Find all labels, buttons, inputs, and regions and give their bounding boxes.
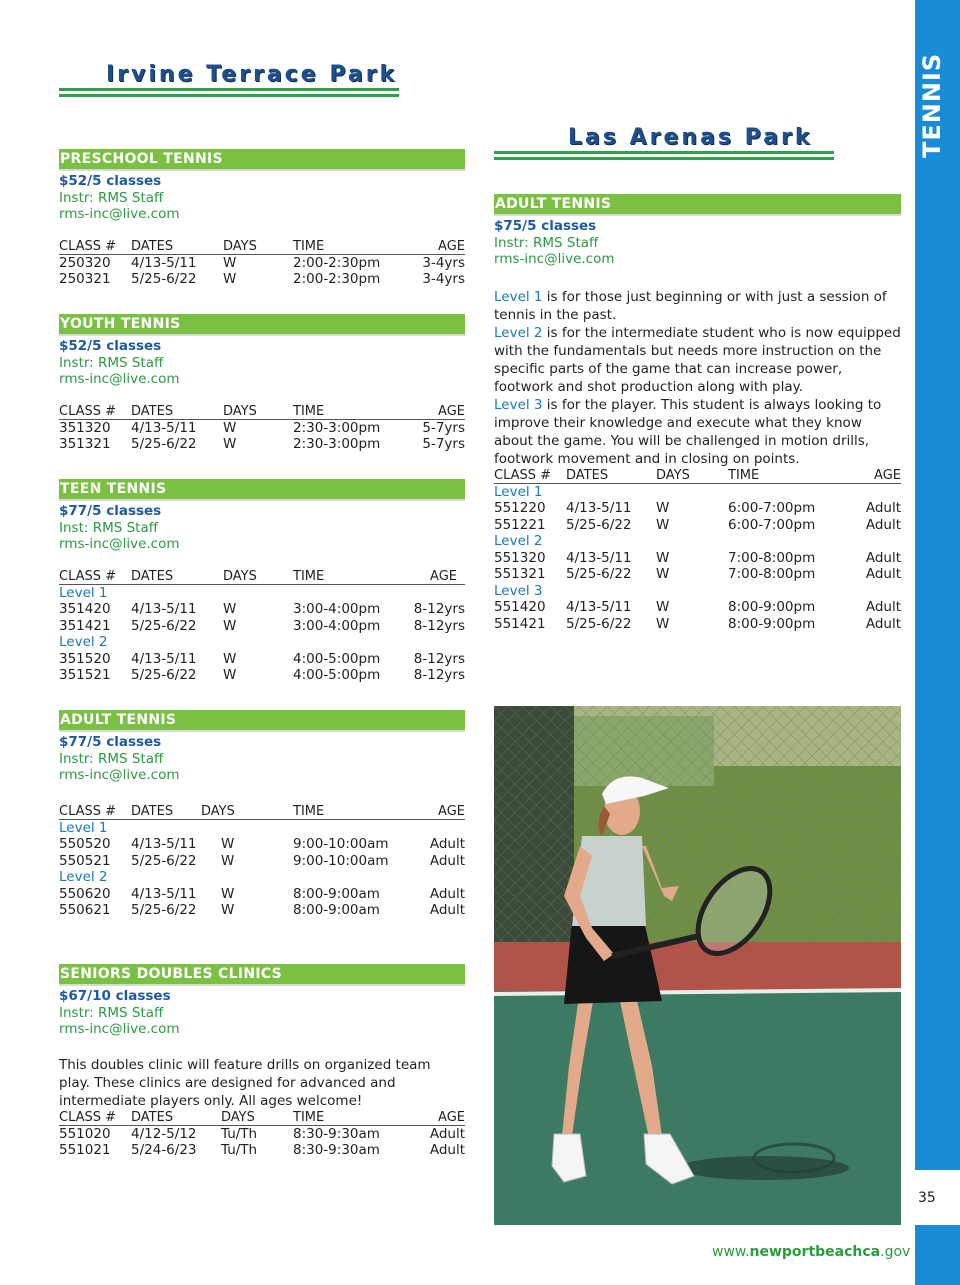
park-title-irvine: Irvine Terrace Park xyxy=(106,62,398,87)
section-heading: YOUTH TENNIS xyxy=(59,314,465,336)
schedule-table xyxy=(59,804,465,919)
preschool-section xyxy=(59,149,465,288)
table-row: 351321 5/25-6/22 W 2:30-3:00pm 5-7yrs xyxy=(59,436,465,452)
table-row: 351520 4/13-5/11 W 4:00-5:00pm 8-12yrs xyxy=(59,650,465,667)
table-header: CLASS # DATES DAYS TIME AGE xyxy=(59,403,465,419)
table-row: 550520 4/13-5/11 W 9:00-10:00am Adult xyxy=(59,836,465,852)
table-row: 250321 5/25-6/22 W 2:00-2:30pm 3-4yrs xyxy=(59,271,465,287)
email-link[interactable]: rms-inc@live.com xyxy=(59,206,180,222)
table-row: 550621 5/25-6/22 W 8:00-9:00am Adult xyxy=(59,902,465,918)
title-rule-las-arenas xyxy=(494,151,834,160)
email-link[interactable]: rms-inc@live.com xyxy=(59,767,180,783)
youth-section xyxy=(59,314,465,453)
instructor: Instr: RMS Staff xyxy=(59,1004,164,1021)
page-number: 35 xyxy=(918,1190,936,1206)
section-heading: ADULT TENNIS xyxy=(494,194,901,216)
schedule-table xyxy=(59,404,465,453)
table-row: 551221 5/25-6/22 W 6:00-7:00pm Adult xyxy=(494,516,901,533)
level-label: Level 2 xyxy=(59,634,108,650)
sidebar-label: TENNIS xyxy=(918,52,946,158)
price: $67/10 classes xyxy=(59,988,171,1004)
section-heading: TEEN TENNIS xyxy=(59,479,465,501)
instructor: Inst: RMS Staff xyxy=(59,519,159,536)
table-row: 351320 4/13-5/11 W 2:30-3:00pm 5-7yrs xyxy=(59,419,465,436)
level-label: Level 1 xyxy=(59,584,108,601)
schedule-table xyxy=(494,468,901,633)
table-row: 551420 4/13-5/11 W 8:00-9:00pm Adult xyxy=(494,599,901,615)
table-row: 550620 4/13-5/11 W 8:00-9:00am Adult xyxy=(59,885,465,902)
table-row: 351521 5/25-6/22 W 4:00-5:00pm 8-12yrs xyxy=(59,667,465,683)
table-row: 551320 4/13-5/11 W 7:00-8:00pm Adult xyxy=(494,549,901,566)
table-row: 551021 5/24-6/23 Tu/Th 8:30-9:30am Adult xyxy=(59,1142,465,1158)
price: $52/5 classes xyxy=(59,173,162,189)
seniors-section xyxy=(59,964,465,1159)
teen-section xyxy=(59,479,465,684)
table-header: CLASS # DATES DAYS TIME AGE xyxy=(59,803,465,819)
table-header: CLASS # DATES DAYS TIME AGE xyxy=(59,1109,465,1125)
section-heading: PRESCHOOL TENNIS xyxy=(59,149,465,171)
table-header: CLASS # DATES DAYS TIME AGE xyxy=(59,569,465,585)
instructor: Instr: RMS Staff xyxy=(494,234,599,251)
instructor: Instr: RMS Staff xyxy=(59,354,164,371)
email-link[interactable]: rms-inc@live.com xyxy=(59,371,180,387)
email-link[interactable]: rms-inc@live.com xyxy=(494,251,615,267)
table-row: 351421 5/25-6/22 W 3:00-4:00pm 8-12yrs xyxy=(59,617,465,634)
level1-description: Level 1 is for those just beginning or with just a session of tennis in the past. xyxy=(494,288,887,323)
instructor: Instr: RMS Staff xyxy=(59,189,164,206)
section-heading: SENIORS DOUBLES CLINICS xyxy=(59,964,465,986)
table-row: 550521 5/25-6/22 W 9:00-10:00am Adult xyxy=(59,852,465,869)
schedule-table xyxy=(59,569,465,684)
email-link[interactable]: rms-inc@live.com xyxy=(59,1021,180,1037)
schedule-table xyxy=(59,1110,465,1159)
table-header: CLASS # DATES DAYS TIME AGE xyxy=(59,238,465,254)
level-label: Level 2 xyxy=(59,869,108,885)
section-heading: ADULT TENNIS xyxy=(59,710,465,732)
level-descriptions xyxy=(494,288,901,468)
schedule-table xyxy=(59,239,465,288)
level-label: Level 2 xyxy=(494,533,543,549)
table-row: 551020 4/12-5/12 Tu/Th 8:30-9:30am Adult xyxy=(59,1125,465,1142)
sidebar-band xyxy=(915,0,960,1285)
level2-description: Level 2 is for the intermediate student who is now equipped with the fundamentals but needs more instruction on the specific parts of the game that can increase power, footwork and shot production along with play. xyxy=(494,324,901,395)
adult-tennis-las-arenas-section xyxy=(494,194,901,632)
title-rule-irvine xyxy=(59,88,399,97)
table-row: 551321 5/25-6/22 W 7:00-8:00pm Adult xyxy=(494,566,901,582)
price: $52/5 classes xyxy=(59,338,162,354)
level3-description: Level 3 is for the player. This student is always looking to improve their knowledge and execute what they know about the game. You will be challenged in motion drills, footwork movement and in closing on points. xyxy=(494,396,882,467)
adult-tennis-irvine-section xyxy=(59,710,465,919)
description: This doubles clinic will feature drills on organized team play. These clinics are designed for advanced and intermediate players only. All ages welcome! xyxy=(59,1056,431,1109)
table-row: 250320 4/13-5/11 W 2:00-2:30pm 3-4yrs xyxy=(59,254,465,271)
level-label: Level 1 xyxy=(494,483,543,500)
price: $75/5 classes xyxy=(494,218,597,234)
tennis-player-photo xyxy=(494,706,901,1225)
footer-website-link[interactable]: www.newportbeachca.gov xyxy=(712,1244,911,1260)
park-title-las-arenas: Las Arenas Park xyxy=(568,125,813,150)
table-row: 551220 4/13-5/11 W 6:00-7:00pm Adult xyxy=(494,500,901,516)
instructor: Instr: RMS Staff xyxy=(59,750,164,767)
level-label: Level 3 xyxy=(494,582,543,599)
level-label: Level 1 xyxy=(59,819,108,836)
table-header: CLASS # DATES DAYS TIME AGE xyxy=(494,467,901,483)
price: $77/5 classes xyxy=(59,734,162,750)
price: $77/5 classes xyxy=(59,503,162,519)
table-row: 351420 4/13-5/11 W 3:00-4:00pm 8-12yrs xyxy=(59,601,465,617)
email-link[interactable]: rms-inc@live.com xyxy=(59,536,180,552)
table-row: 551421 5/25-6/22 W 8:00-9:00pm Adult xyxy=(494,615,901,632)
